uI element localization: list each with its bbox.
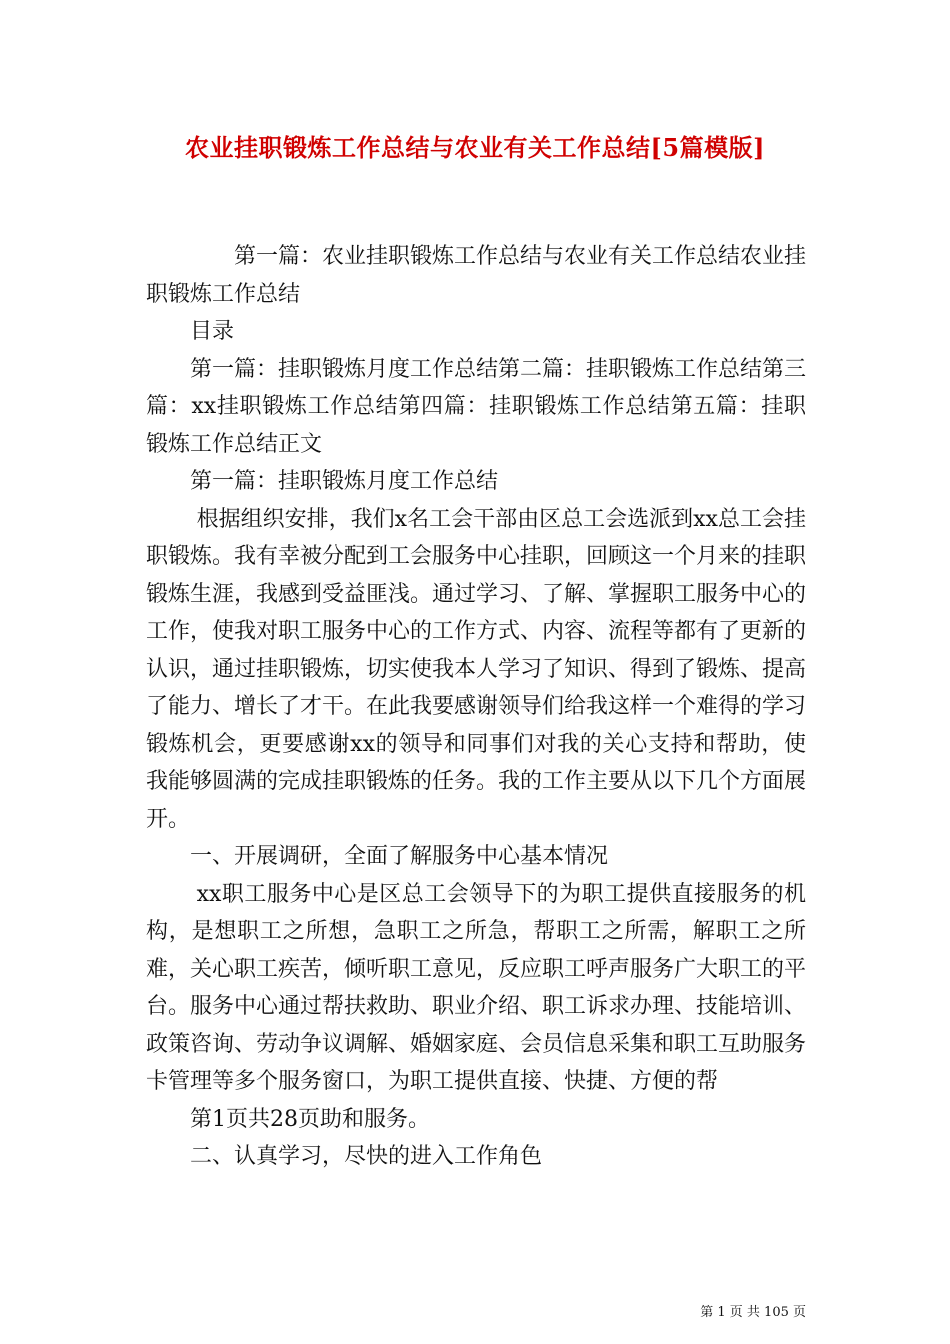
chapter-heading: 第一篇：农业挂职锻炼工作总结与农业有关工作总结农业挂职锻炼工作总结	[146, 244, 807, 307]
page-number-footer: 第 1 页 共 105 页	[700, 1305, 806, 1320]
body-paragraph: xx职工服务中心是区总工会领导下的为职工提供直接服务的机构，是想职工之所想，急职工之所急，帮职工之所需，解职工之所难，关心职工疾苦，倾听职工意见，反应职工呼声服务广大职工的平台。服务中心通过帮扶救助、职业介绍、职工诉求办理、技能培训、政策咨询、劳动争议调解、婚姻家庭、会员信息采集和职工互助服务卡管理等多个服务窗口，为职工提供直接、快捷、方便的帮	[146, 881, 807, 1094]
toc-heading: 目录	[190, 319, 235, 344]
toc-list: 第一篇：挂职锻炼月度工作总结第二篇：挂职锻炼工作总结第三篇：xx挂职锻炼工作总结第四篇：挂职锻炼工作总结第五篇：挂职锻炼工作总结正文	[146, 356, 807, 457]
subsection-heading: 二、认真学习，尽快的进入工作角色	[190, 1144, 543, 1169]
body-paragraph: 第1页共28页助和服务。	[190, 1106, 430, 1132]
section-heading: 第一篇：挂职锻炼月度工作总结	[190, 469, 499, 494]
document-body	[146, 238, 806, 1176]
subsection-heading: 一、开展调研，全面了解服务中心基本情况	[190, 844, 609, 869]
document-title: 农业挂职锻炼工作总结与农业有关工作总结[5篇模版]	[185, 133, 765, 162]
body-paragraph: 根据组织安排，我们x名工会干部由区总工会选派到xx总工会挂职锻炼。我有幸被分配到工会服务中心挂职，回顾这一个月来的挂职锻炼生涯，我感到受益匪浅。通过学习、了解、掌握职工服务中心的工作，使我对职工服务中心的工作方式、内容、流程等都有了更新的认识，通过挂职锻炼，切实使我本人学习了知识、得到了锻炼、提高了能力、增长了才干。在此我要感谢领导们给我这样一个难得的学习锻炼机会，更要感谢xx的领导和同事们对我的关心支持和帮助，使我能够圆满的完成挂职锻炼的任务。我的工作主要从以下几个方面展开。	[146, 506, 807, 832]
